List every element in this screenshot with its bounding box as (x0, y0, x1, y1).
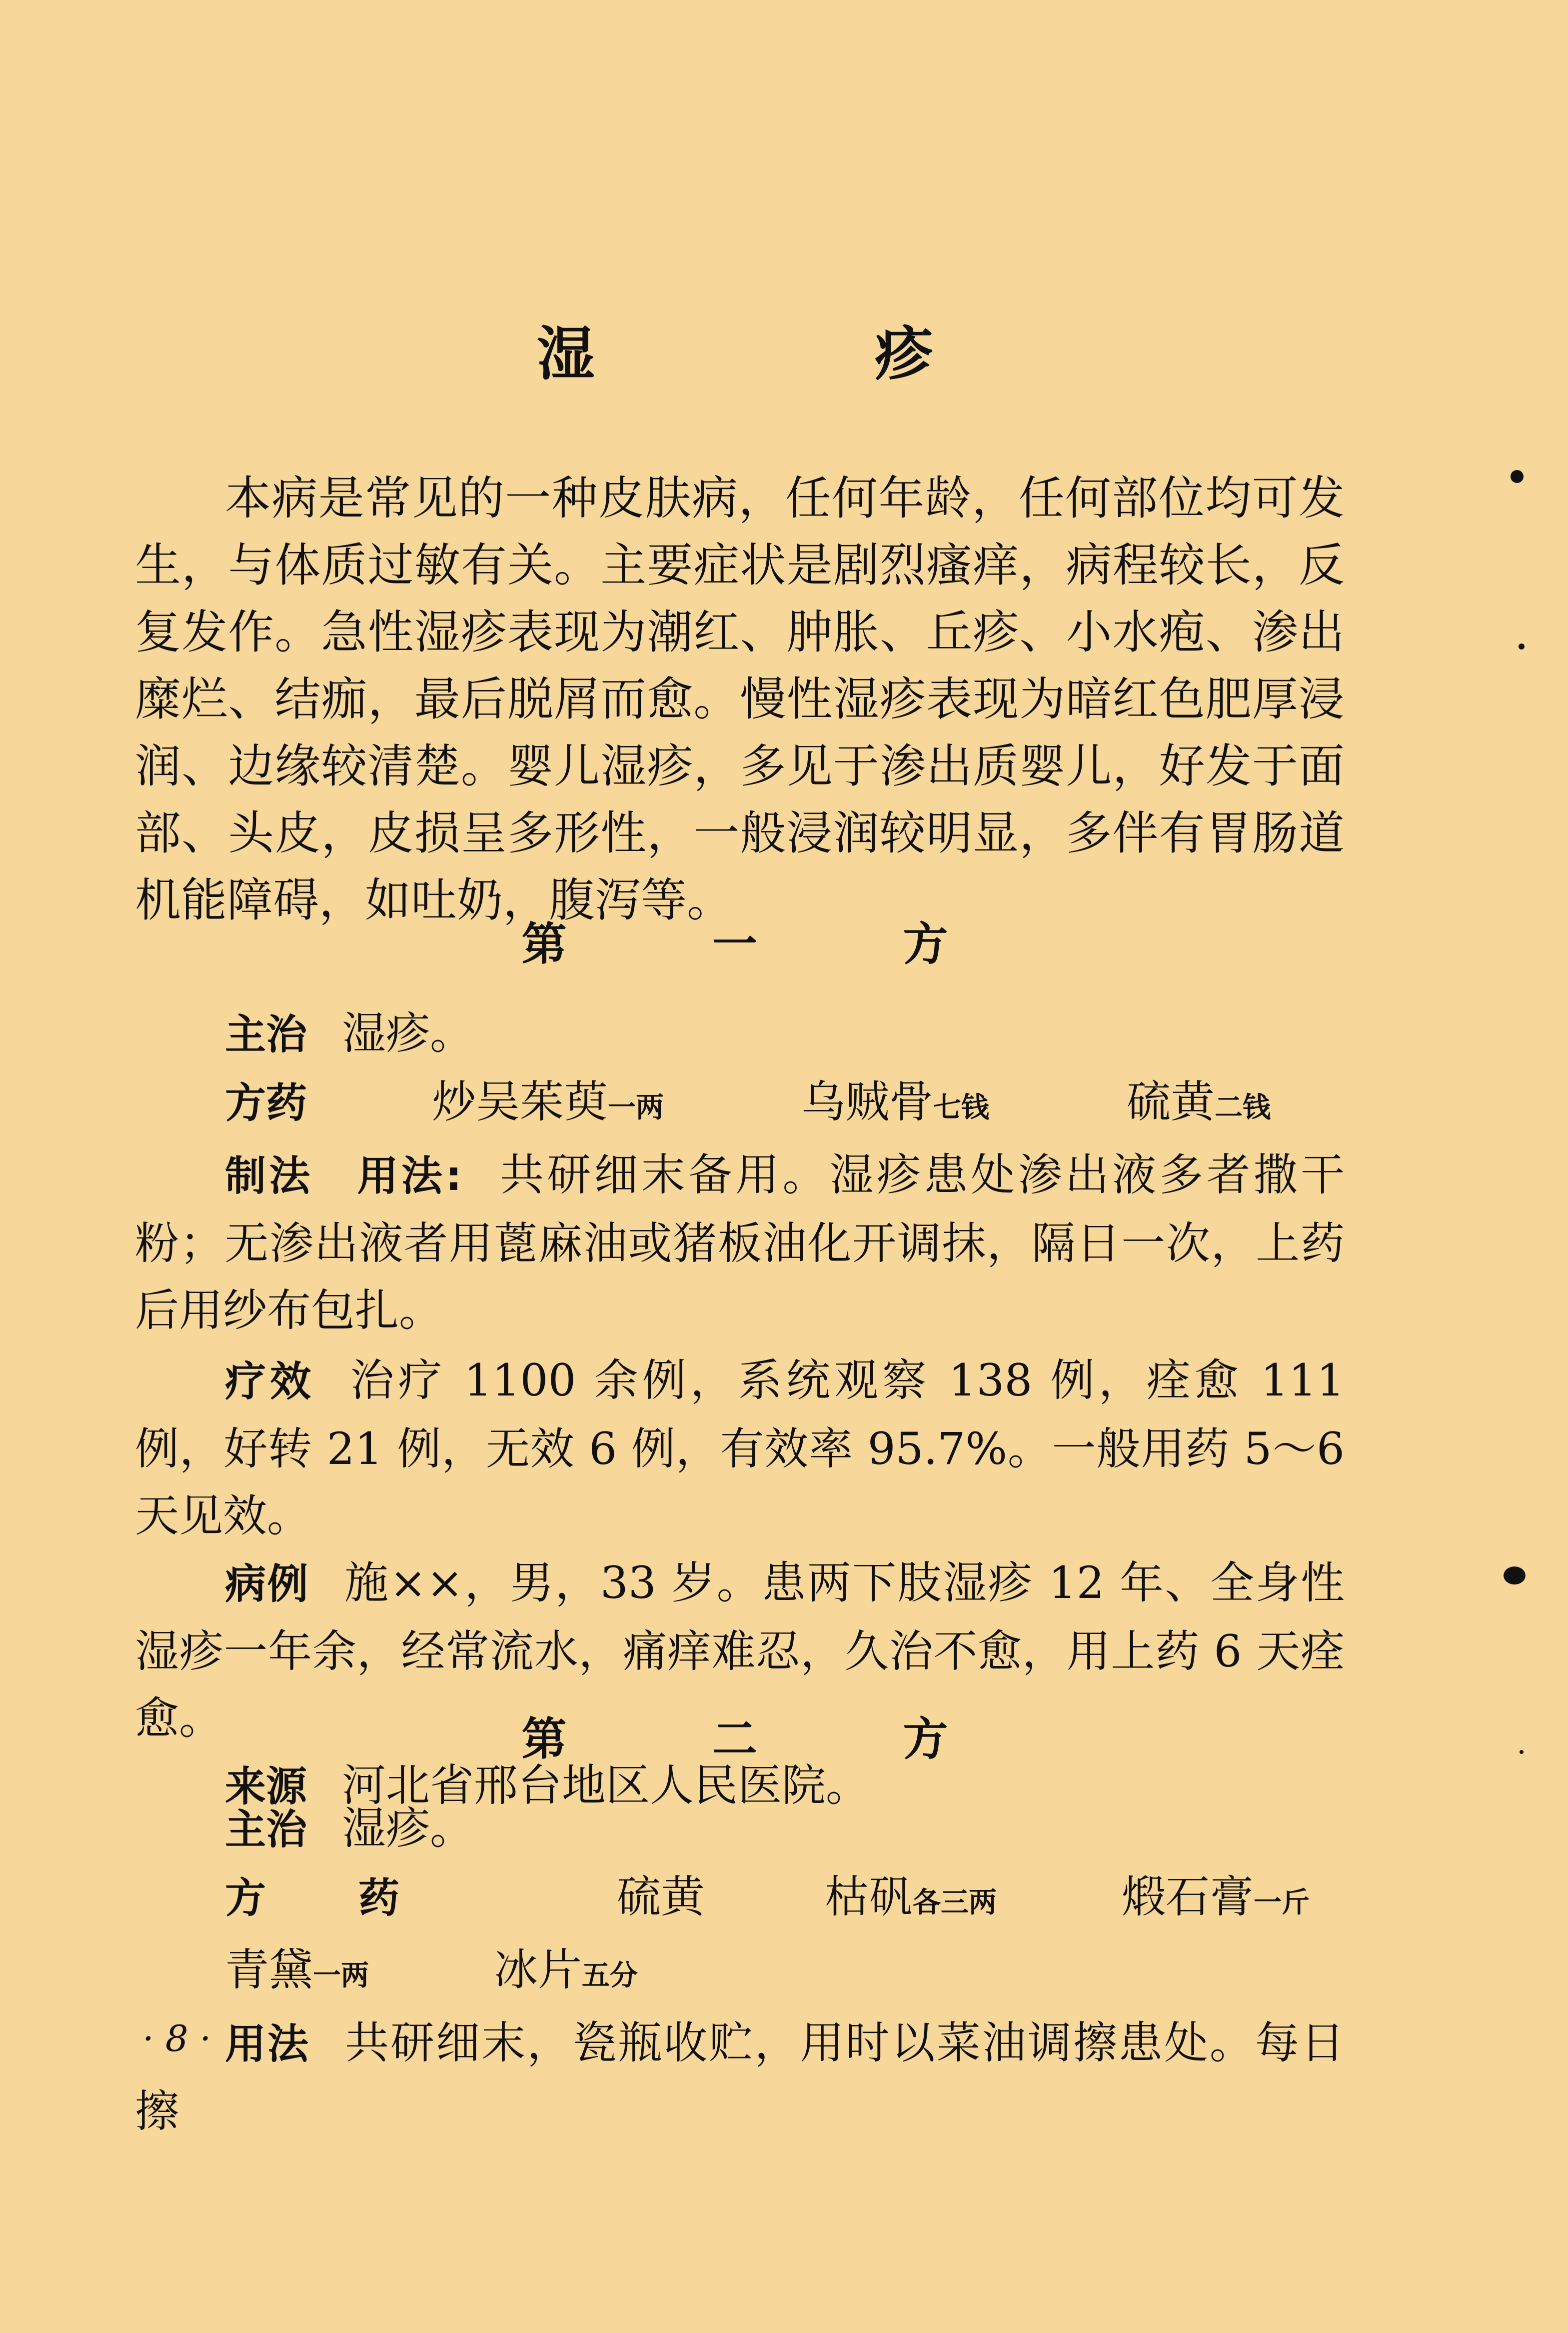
fangyao-label: 方药 (225, 1080, 307, 1127)
herb-dose: 各三两 (912, 1886, 997, 1919)
page-title: 湿 疹 (536, 320, 1063, 388)
laiyuan-label: 来源 (225, 1763, 307, 1810)
intro-paragraph-block (135, 465, 1345, 934)
scan-speck (1504, 1566, 1526, 1584)
herb-name: 乌贼骨 (801, 1076, 934, 1128)
bingli-text: 施××，男，33 岁。患两下肢湿疹 12 年、全身性湿疹一年余，经常流水，痛痒难忍，久治不愈，用上药 6 天痊愈。 (135, 1557, 1345, 1744)
herb-item (1037, 1068, 1271, 1142)
herb-name: 煅石膏 (1121, 1871, 1254, 1922)
liaoxiao-row-1 (135, 1347, 1345, 1550)
fangyao-label: 方药 (225, 1874, 492, 1922)
scan-speck (1520, 1750, 1524, 1754)
section-heading-1: 第 一 方 (521, 918, 1013, 970)
herb-dose: 一两 (313, 1960, 369, 1992)
zhifa-label: 制法 用法: (225, 1152, 462, 1200)
section-heading-2: 第 二 方 (521, 1713, 1013, 1766)
herb-item (711, 1068, 989, 1142)
herb-item (342, 1068, 664, 1142)
herb-name: 枯矾 (824, 1871, 913, 1922)
intro-paragraph: 本病是常见的一种皮肤病，任何年龄，任何部位均可发生，与体质过敏有关。主要症状是剧烈瘙痒，病程较长，反复发作。急性湿疹表现为潮红、肿胀、丘疹、小水疱、渗出糜烂、结痂，最后脱屑而愈。慢性湿疹表现为暗红色肥厚浸润、边缘较清楚。婴儿湿疹，多见于渗出质婴儿，好发于面部、头皮，皮损呈多形性，一般浸润较明显，多伴有胃肠道机能障碍，如吐奶，腹泻等。 (135, 472, 1345, 927)
yongfa-row-2 (135, 2010, 1345, 2145)
zhuzhi-text: 湿疹。 (342, 1802, 474, 1854)
bingli-label: 病例 (225, 1560, 309, 1608)
herb-dose: 一斤 (1253, 1886, 1310, 1919)
herb-dose: 七钱 (933, 1092, 990, 1124)
laiyuan-text: 河北省邢台地区人民医院。 (342, 1760, 870, 1811)
liaoxiao-label: 疗效 (225, 1358, 315, 1406)
section-1-body (135, 1000, 1345, 1820)
herb-item (135, 1936, 369, 2010)
zhuzhi-row-1 (135, 1000, 1345, 1068)
yongfa-text: 共研细末，瓷瓶收贮，用时以菜油调擦患处。每日擦 (135, 2017, 1345, 2137)
fangyao-row-2 (135, 1864, 1345, 2010)
herb-item (735, 1864, 997, 1936)
zhuzhi-row-2 (135, 1795, 1345, 1864)
herb-name: 硫黄 (1127, 1076, 1215, 1128)
fangyao-row-1 (135, 1068, 1345, 1142)
herb-name: 炒吴茱萸 (432, 1076, 608, 1128)
zhuzhi-label: 主治 (225, 1806, 307, 1854)
scan-speck (1511, 470, 1524, 483)
herb-dose: 二钱 (1215, 1092, 1271, 1124)
herb-item (527, 1864, 705, 1930)
herb-item (404, 1936, 638, 2010)
zhuzhi-label: 主治 (225, 1011, 307, 1058)
section-2-body (135, 1795, 1345, 2145)
herb-name: 硫黄 (616, 1871, 705, 1922)
liaoxiao-text: 治疗 1100 余例，系统观察 138 例，痊愈 111 例，好转 21 例，无效 6 例，有效率 95.7%。一般用药 5～6 天见效。 (135, 1354, 1345, 1542)
yongfa-label: 用法 (225, 2020, 310, 2068)
herb-name: 青黛 (225, 1944, 313, 1996)
scan-speck (1519, 644, 1525, 650)
zhifa-text: 共研细末备用。湿疹患处渗出液多者撒干粉；无渗出液者用蓖麻油或猪板油化开调抹，隔日一次，上药后用纱布包扎。 (135, 1149, 1345, 1336)
herb-dose: 五分 (582, 1960, 638, 1992)
herb-dose: 一两 (608, 1092, 664, 1124)
herb-name: 冰片 (494, 1944, 582, 1996)
zhuzhi-text: 湿疹。 (342, 1008, 474, 1059)
page-number: · 8 · (142, 2018, 211, 2060)
zhifa-row-1 (135, 1142, 1345, 1344)
herb-item (1032, 1864, 1310, 1936)
